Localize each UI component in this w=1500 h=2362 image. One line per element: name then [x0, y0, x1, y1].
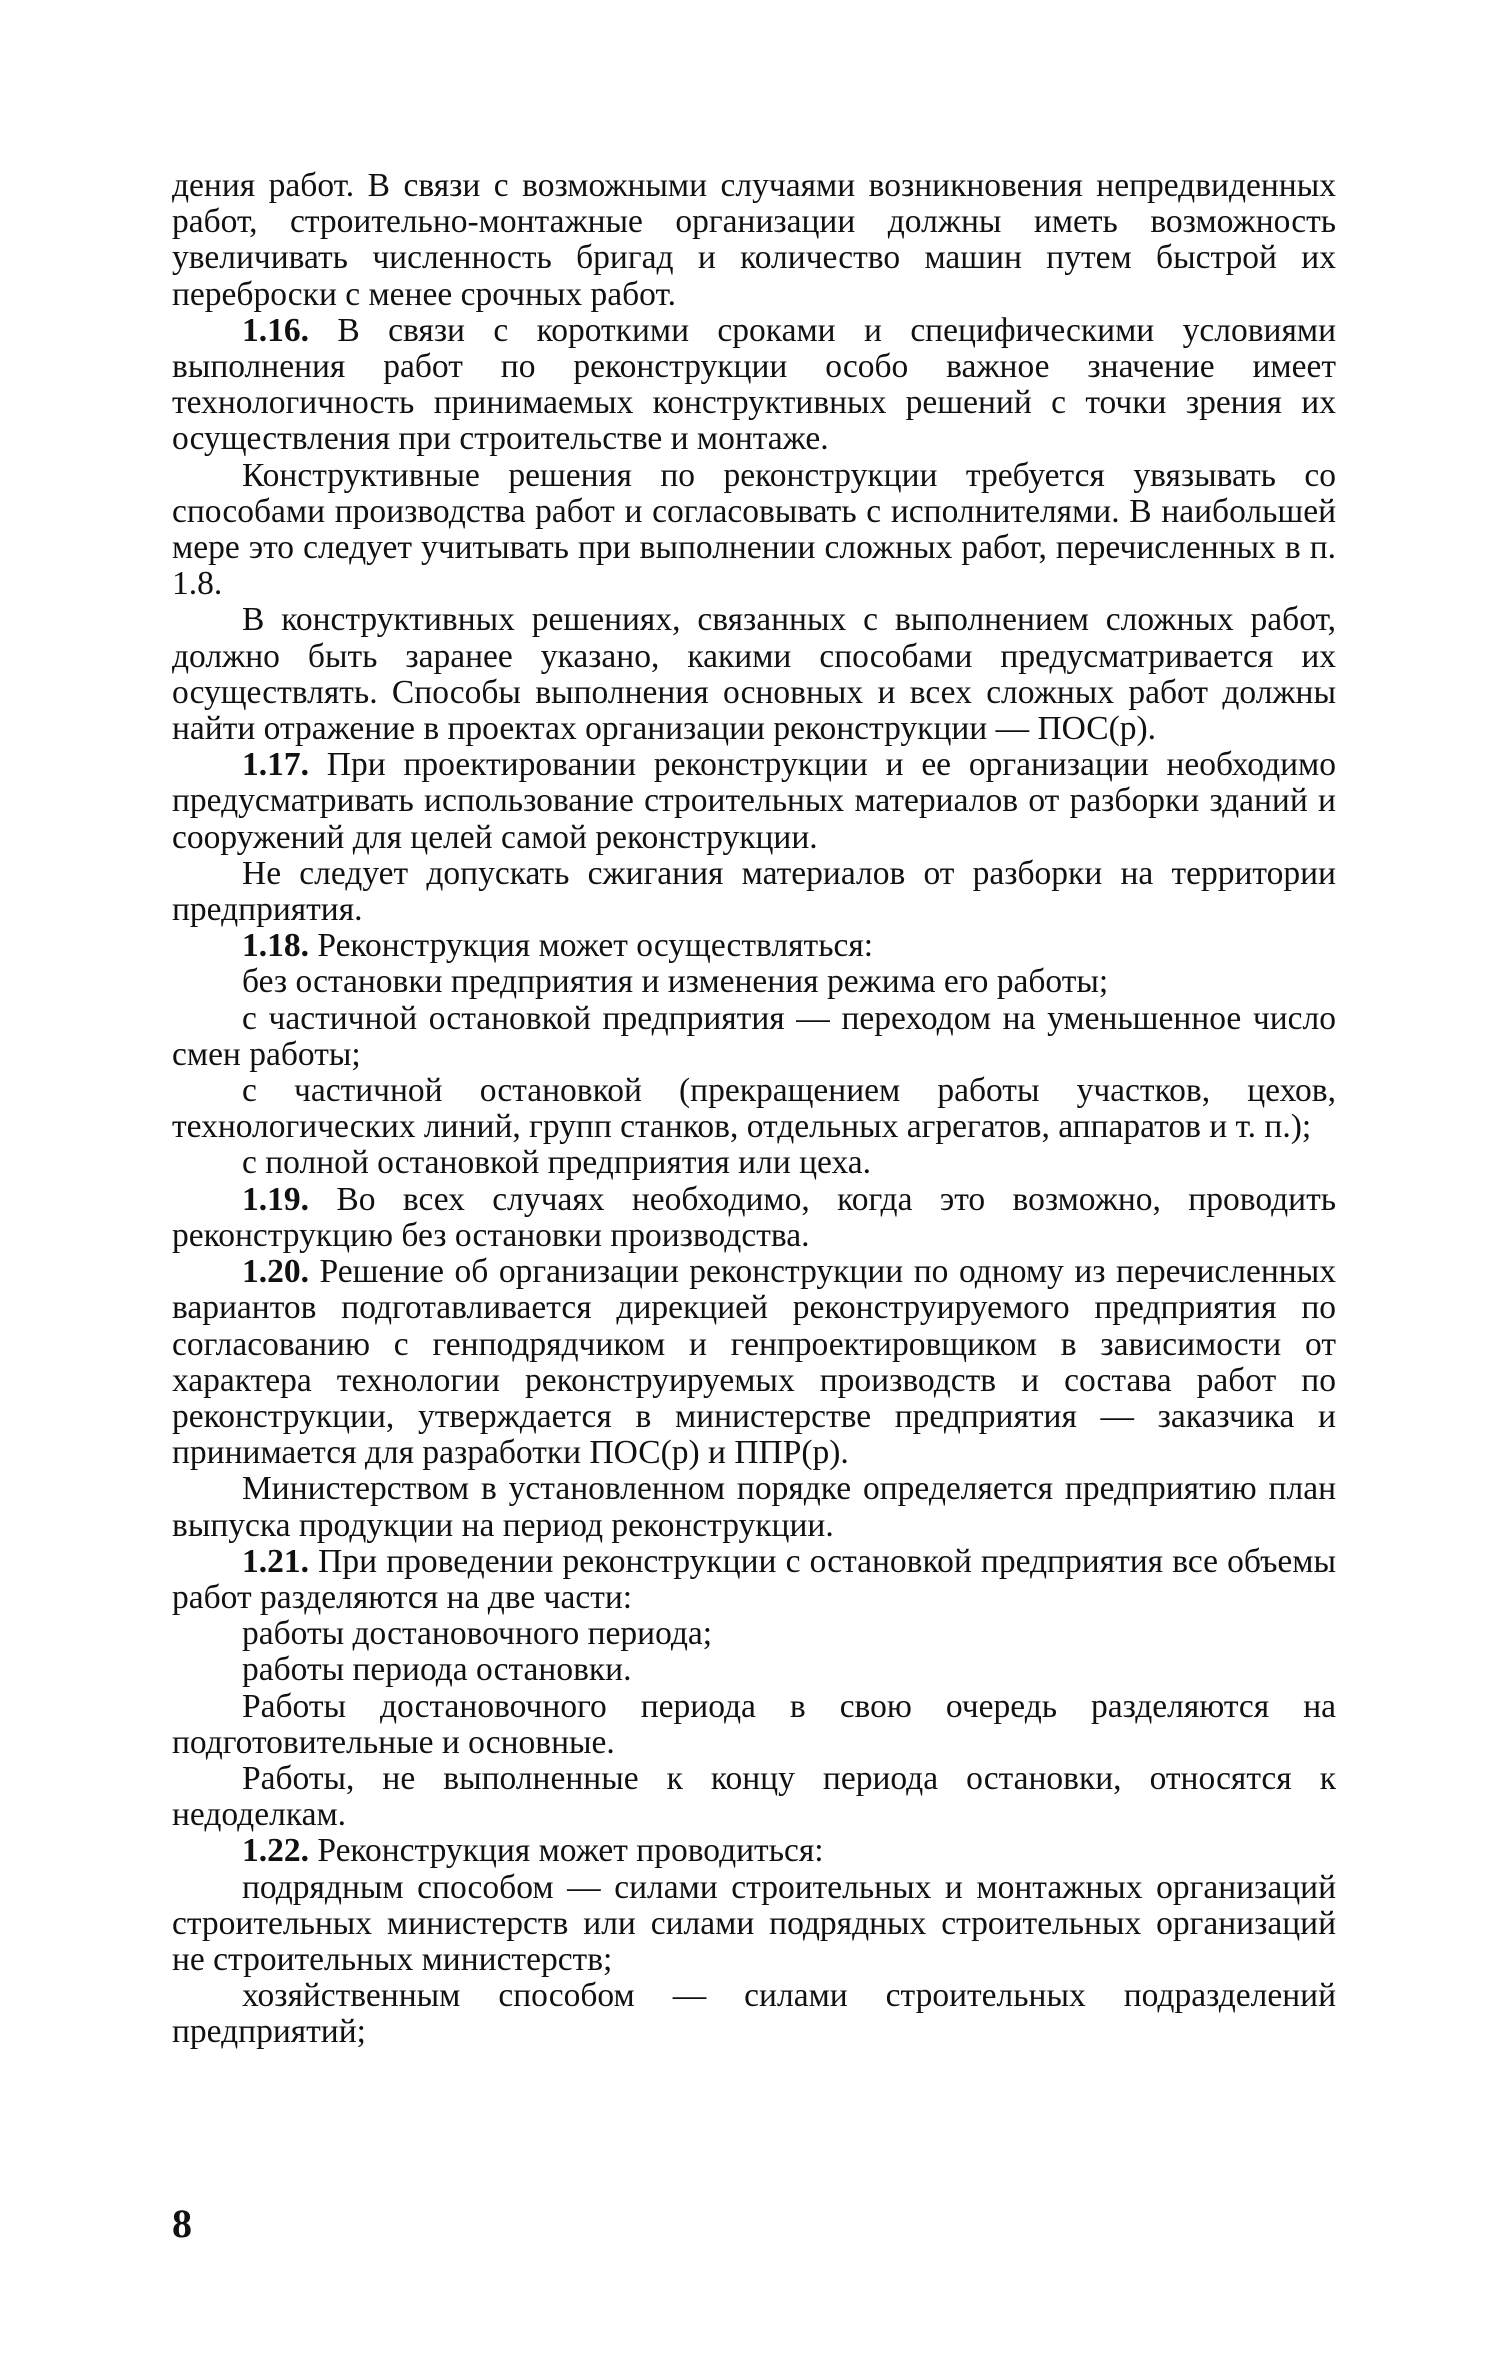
clause-number: 1.16. [242, 311, 309, 349]
paragraph: Работы, не выполненные к концу периода остановки, относятся к недоделкам. [172, 1759, 1336, 1834]
clause-number: 1.21. [242, 1542, 309, 1580]
list-item: с частичной остановкой предприятия — переходом на уменьшенное число смен работы; [172, 999, 1336, 1073]
paragraph: 1.18. Реконструкция может осуществляться: [242, 927, 874, 965]
paragraph: Работы достановочного периода в свою очередь разделяются на подготовительные и основные. [172, 1687, 1336, 1761]
list-item: подрядным способом — силами строительных и монтажных организаций строительных министерств или силами подрядных строительных организаций не строительных министерств; [172, 1868, 1336, 1978]
clause-number: 1.19. [242, 1180, 309, 1218]
paragraph: Министерством в установленном порядке определяется предприятию план выпуска продукции на период реконструкции. [172, 1470, 1336, 1544]
paragraph: 1.20. Решение об организации реконструкции по одному из перечисленных вариантов подготавливается дирекцией реконструируемого предприятия по согласованию с генподрядчиком и генпроектировщиком в зависимости от характера технологии реконструируемых производств и состава работ по реконструкции, утверждается в министерстве предприятия — заказчика и принимается для разработки ПОС(р) и ППР(р). [172, 1253, 1336, 1472]
paragraph: Не следует допускать сжигания материалов от разборки на территории предприятия. [172, 854, 1336, 929]
paragraph: 1.19. Во всех случаях необходимо, когда это возможно, проводить реконструкцию без остановки производства. [172, 1180, 1336, 1254]
list-item: с полной остановкой предприятия или цеха. [242, 1144, 872, 1182]
document-body [172, 168, 1336, 2051]
list-item: без остановки предприятия и изменения режима его работы; [242, 963, 1109, 1001]
paragraph: дения работ. В связи с возможными случаями возникновения непредвиденных работ, строительно-монтажные организации должны иметь возможность увеличивать численность бригад и количество машин путем быстрой их переброски с менее срочных работ. [172, 167, 1336, 313]
page-number: 8 [172, 2201, 192, 2246]
clause-number: 1.17. [242, 746, 309, 784]
clause-number: 1.20. [242, 1253, 309, 1291]
paragraph: 1.16. В связи с короткими сроками и специфическими условиями выполнения работ по реконструкции особо важное значение имеет технологичность принимаемых конструктивных решений с точки зрения их осуществления при строительстве и монтаже. [172, 311, 1336, 458]
list-item: с частичной остановкой (прекращением работы участков, цехов, технологических линий, групп станков, отдельных агрегатов, аппаратов и т. п.); [172, 1072, 1336, 1146]
paragraph: 1.21. При проведении реконструкции с остановкой предприятия все объемы работ разделяются на две части: [172, 1542, 1336, 1616]
list-item: хозяйственным способом — силами строительных подразделений предприятий; [172, 1977, 1336, 2051]
list-item: работы периода остановки. [242, 1651, 632, 1689]
paragraph: В конструктивных решениях, связанных с выполнением сложных работ, должно быть заранее указано, какими способами предусматривается их осуществлять. Способы выполнения основных и всех сложных работ должны найти отражение в проектах организации реконструкции — ПОС(р). [172, 601, 1336, 748]
paragraph: Конструктивные решения по реконструкции требуется увязывать со способами производства работ и согласовывать с исполнителями. В наибольшей мере это следует учитывать при выполнении сложных работ, перечисленных в п. 1.8. [172, 456, 1336, 603]
list-item: работы достановочного периода; [242, 1615, 713, 1653]
clause-number: 1.22. [242, 1832, 309, 1870]
paragraph: 1.22. Реконструкция может проводиться: [242, 1832, 824, 1870]
clause-number: 1.18. [242, 927, 309, 965]
paragraph: 1.17. При проектировании реконструкции и ее организации необходимо предусматривать использование строительных материалов от разборки зданий и сооружений для целей самой реконструкции. [172, 746, 1336, 856]
